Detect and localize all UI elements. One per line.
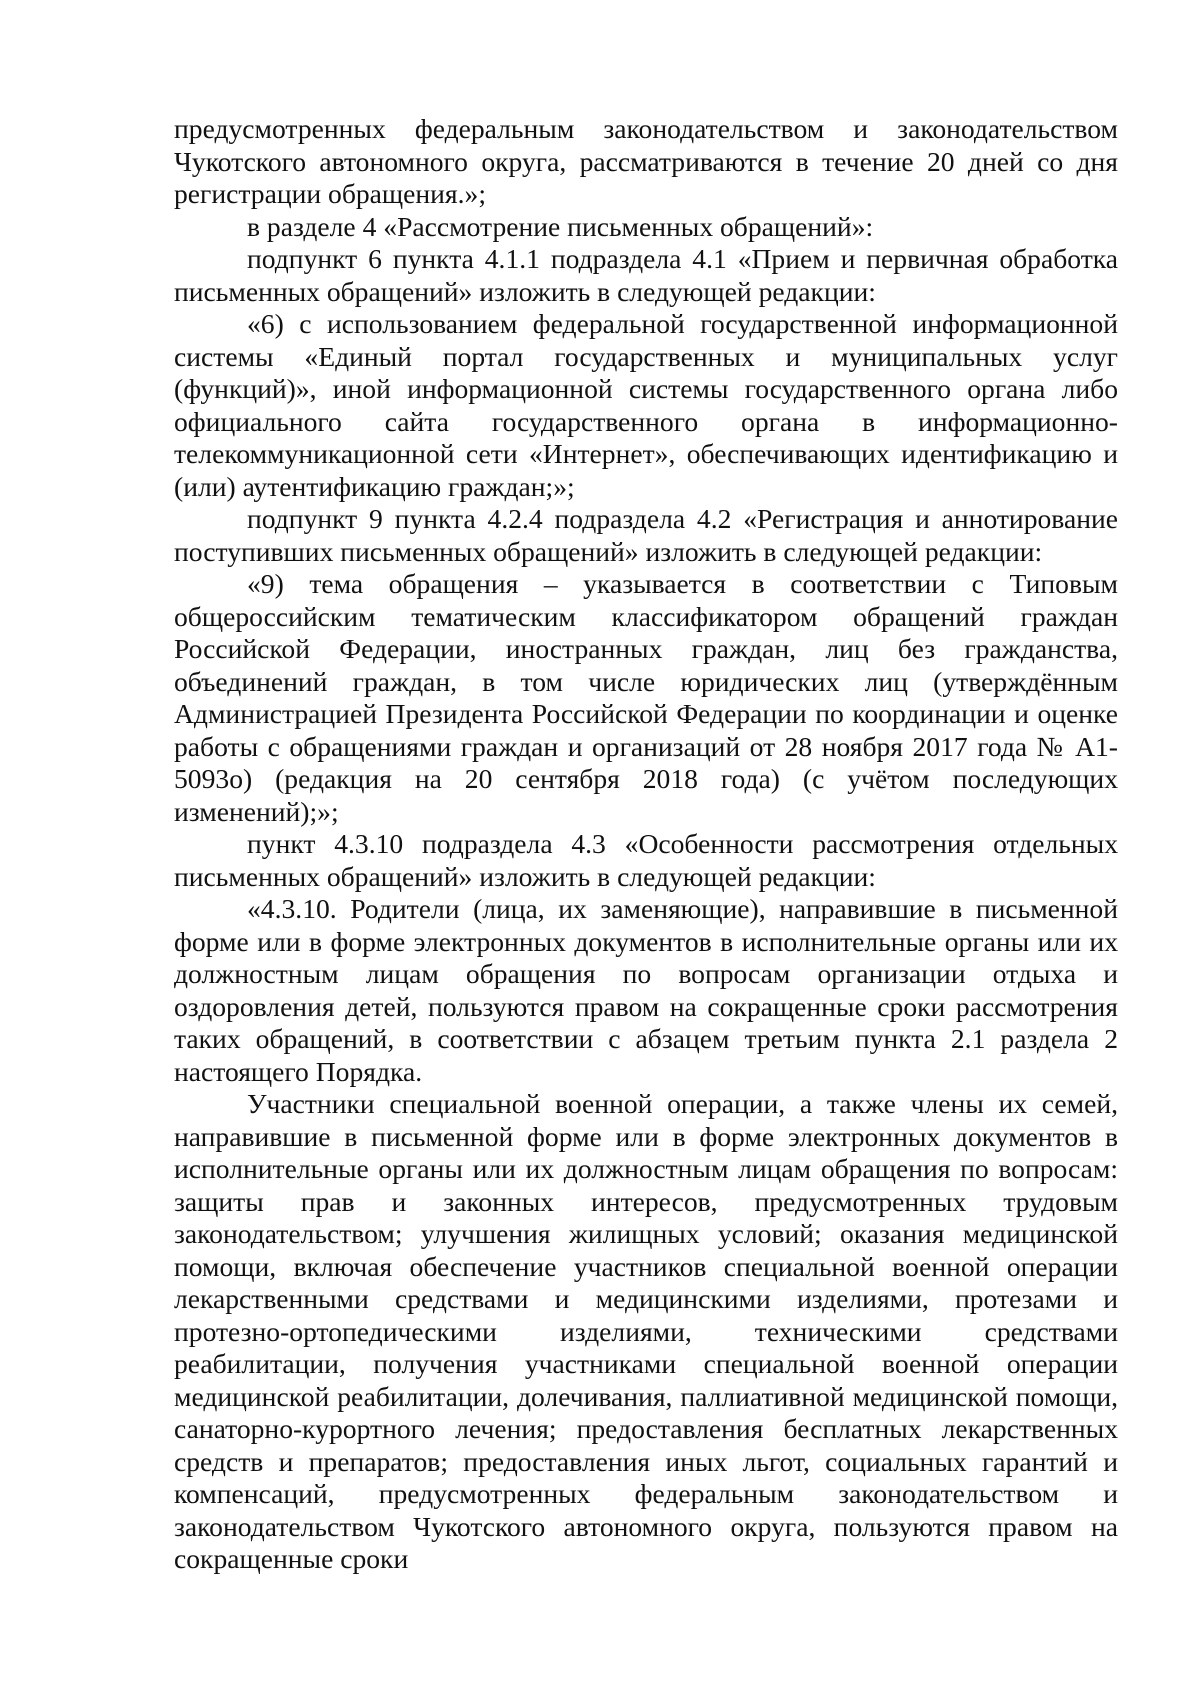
paragraph-7: пункт 4.3.10 подраздела 4.3 «Особенности рассмотрения отдельных письменных обращений» изложить в следующей редакции: — [174, 828, 1118, 892]
paragraph-8: «4.3.10. Родители (лица, их заменяющие), направившие в письменной форме или в форме электронных документов в исполнительные органы или их должностным лицам обращения по вопросам организации отдыха и оздоровления детей, пользуются правом на сокращенные сроки рассмотрения таких обращений, в соответствии с абзацем третьим пункта 2.1 раздела 2 настоящего Порядка. — [174, 893, 1118, 1087]
paragraph-4: «6) с использованием федеральной государственной информационной системы «Единый портал государственных и муниципальных услуг (функций)», иной информационной системы государственного органа либо официального сайта государственного органа в информационно-телекоммуникационной сети «Интернет», обеспечивающих идентификацию и (или) аутентификацию граждан;»; — [174, 308, 1118, 502]
paragraph-3: подпункт 6 пункта 4.1.1 подраздела 4.1 «Прием и первичная обработка письменных обращений» изложить в следующей редакции: — [174, 243, 1118, 307]
paragraph-6: «9) тема обращения – указывается в соответствии с Типовым общероссийским тематическим классификатором обращений граждан Российской Федерации, иностранных граждан, лиц без гражданства, объединений граждан, в том числе юридических лиц (утверждённым Администрацией Президента Российской Федерации по координации и оценке работы с обращениями граждан и организаций от 28 ноября 2017 года № А1-5093о) (редакция на 20 сентября 2018 года) (с учётом последующих изменений);»; — [174, 568, 1118, 827]
paragraph-5: подпункт 9 пункта 4.2.4 подраздела 4.2 «Регистрация и аннотирование поступивших письменных обращений» изложить в следующей редакции: — [174, 503, 1118, 567]
paragraph-1: предусмотренных федеральным законодательством и законодательством Чукотского автономного округа, рассматриваются в течение 20 дней со дня регистрации обращения.»; — [174, 113, 1118, 209]
paragraph-2: в разделе 4 «Рассмотрение письменных обращений»: — [247, 210, 874, 242]
document-body — [174, 113, 1118, 1576]
paragraph-9: Участники специальной военной операции, а также члены их семей, направившие в письменной форме или в форме электронных документов в исполнительные органы или их должностным лицам обращения по вопросам: защиты прав и законных интересов, предусмотренных трудовым законодательством; улучшения жилищных условий; оказания медицинской помощи, включая обеспечение участников специальной военной операции лекарственными средствами и медицинскими изделиями, протезами и протезно-ортопедическими изделиями, техническими средствами реабилитации, получения участниками специальной военной операции медицинской реабилитации, долечивания, паллиативной медицинской помощи, санаторно-курортного лечения; предоставления бесплатных лекарственных средств и препаратов; предоставления иных льгот, социальных гарантий и компенсаций, предусмотренных федеральным законодательством и законодательством Чукотского автономного округа, пользуются правом на сокращенные сроки — [174, 1088, 1118, 1574]
